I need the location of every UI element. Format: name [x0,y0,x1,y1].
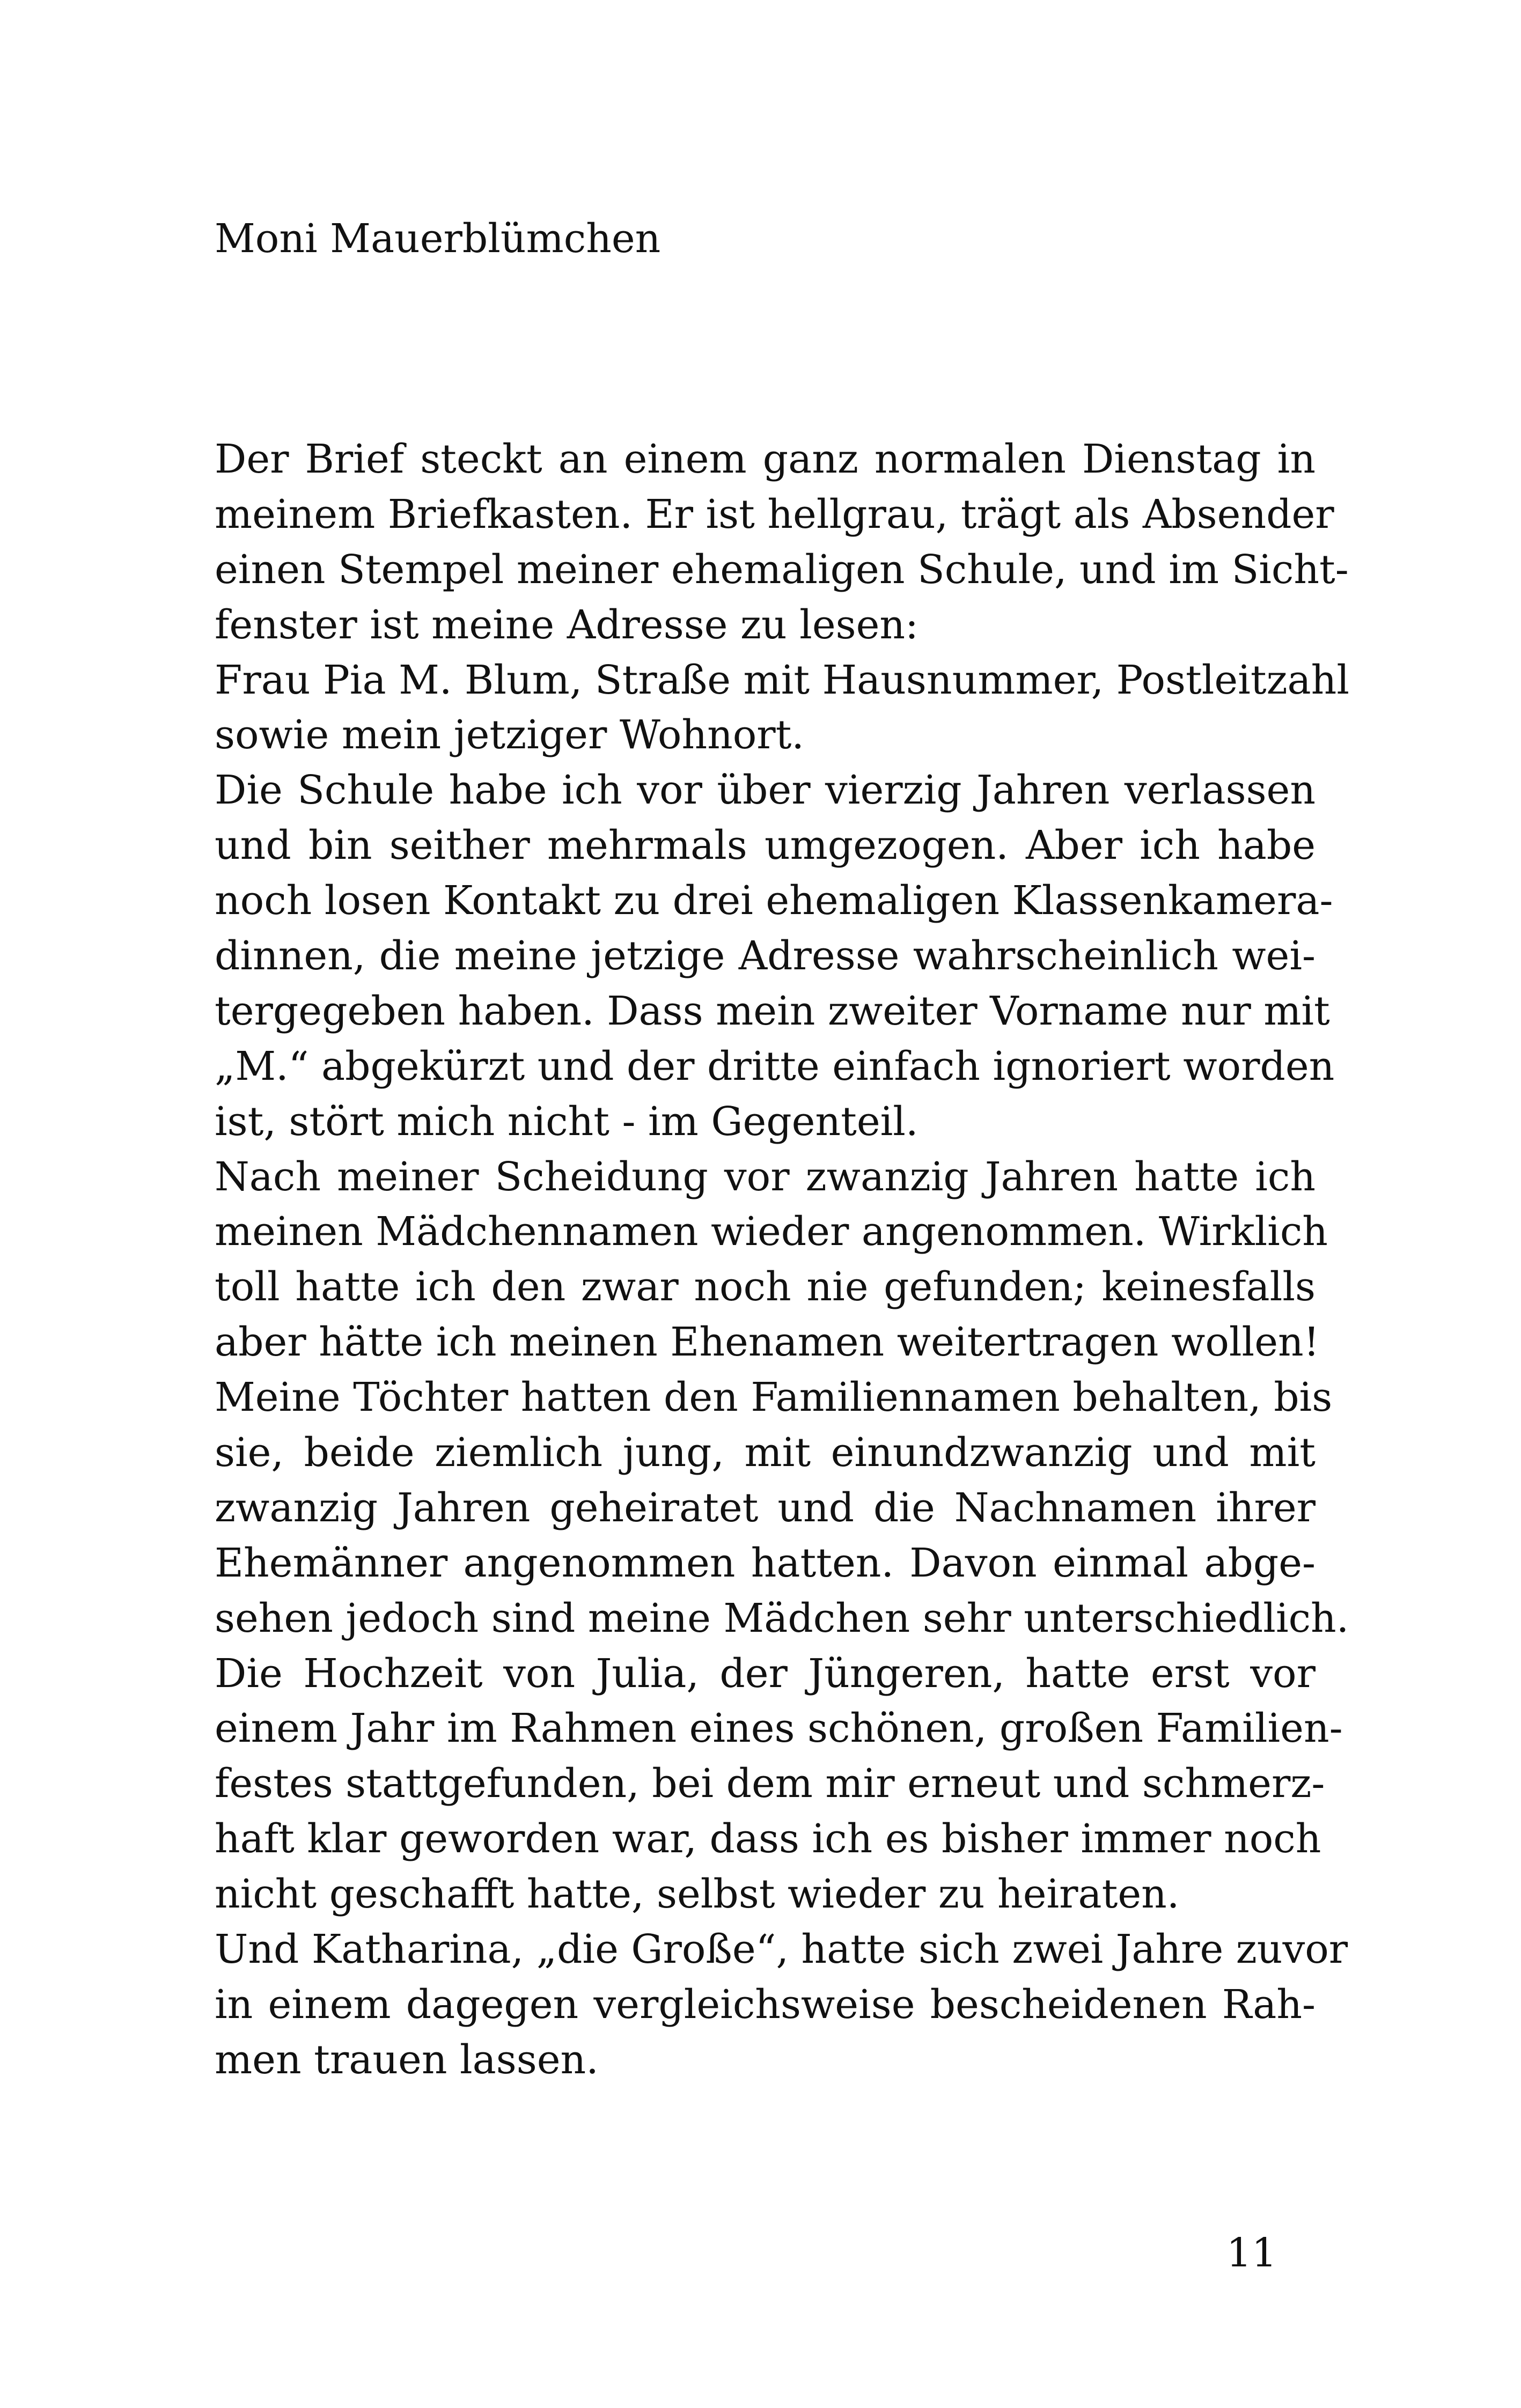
text-line: Meine Töchter hatten den Familiennamen behalten, bis [215,1374,1333,1421]
text-line: festes stattgefunden, bei dem mir erneut und schmerz- [215,1761,1325,1807]
text-line: meinen Mädchennamen wieder angenommen. Wirklich [215,1209,1328,1255]
body-text [215,432,1349,2088]
text-line: Frau Pia M. Blum, Straße mit Hausnummer, Postleitzahl [215,657,1349,703]
text-line: aber hätte ich meinen Ehenamen weitertragen wollen! [215,1319,1320,1366]
text-line: in einem dagegen vergleichsweise bescheidenen Rah- [215,1981,1316,2028]
text-line: men trauen lassen. [215,2036,599,2083]
text-line: zwanzig Jahren geheiratet und die Nachnamen ihrer [215,1484,1316,1531]
text-line: tergegeben haben. Dass mein zweiter Vorname nur mit [215,988,1330,1034]
text-line: Die Hochzeit von Julia, der Jüngeren, hatte erst vor [215,1650,1316,1697]
text-line: dinnen, die meine jetzige Adresse wahrscheinlich wei- [215,933,1316,980]
text-line: sowie mein jetziger Wohnort. [215,712,804,759]
text-line: meinem Briefkasten. Er ist hellgrau, trägt als Absender [215,491,1334,537]
text-line: Die Schule habe ich vor über vierzig Jahren verlassen [215,767,1316,814]
text-line: einem Jahr im Rahmen eines schönen, großen Familien- [215,1705,1343,1752]
text-line: haft klar geworden war, dass ich es bisher immer noch [215,1816,1321,1862]
running-header: Moni Mauerblümchen [215,216,661,262]
page-number: 11 [1226,2230,1277,2276]
text-line: und bin seither mehrmals umgezogen. Aber ich habe [215,822,1316,869]
text-line: einen Stempel meiner ehemaligen Schule, und im Sicht- [215,546,1349,593]
text-line: Nach meiner Scheidung vor zwanzig Jahren hatte ich [215,1153,1316,1200]
text-line: sehen jedoch sind meine Mädchen sehr unterschiedlich. [215,1595,1349,1641]
text-line: noch losen Kontakt zu drei ehemaligen Klassenkamera- [215,878,1333,924]
text-line: fenster ist meine Adresse zu lesen: [215,601,919,648]
text-line: Und Katharina, „die Große“, hatte sich zwei Jahre zuvor [215,1926,1348,1973]
text-line: Der Brief steckt an einem ganz normalen Dienstag in [215,436,1316,482]
text-line: nicht geschafft hatte, selbst wieder zu heiraten. [215,1871,1180,1918]
text-line: ist, stört mich nicht - im Gegenteil. [215,1098,919,1145]
text-line: „M.“ abgekürzt und der dritte einfach ignoriert worden [215,1043,1335,1089]
text-line: Ehemänner angenommen hatten. Davon einmal abge- [215,1540,1316,1586]
text-line: toll hatte ich den zwar noch nie gefunden; keinesfalls [215,1264,1316,1310]
text-line: sie, beide ziemlich jung, mit einundzwanzig und mit [215,1430,1316,1476]
